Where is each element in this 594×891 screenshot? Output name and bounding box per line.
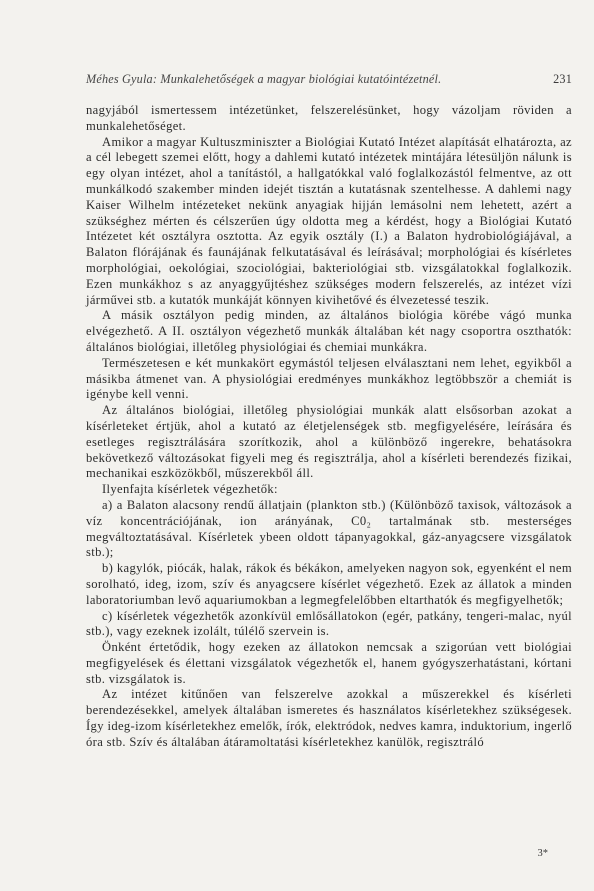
paragraph: Önként értetődik, hogy ezeken az állatokon nemcsak a szigorúan vett biológiai megfigyelések és élettani vizsgálatok végezhetők el, hanem gyógyszerhatástani, kórtani stb. vizsgálatok is.	[86, 640, 572, 686]
running-header	[86, 72, 572, 87]
paragraph: Ilyenfajta kísérletek végezhetők:	[102, 482, 278, 497]
page-number: 231	[553, 72, 572, 86]
list-item: b) kagylók, piócák, halak, rákok és békákon, amelyeken nagyon sok, egyenként el nem sorolható, ideg, izom, szív és anyagcsere kísérlet végezhető. Ezek az állatok a minden laboratoriumban levő aquariumokban a legmegfelelőbben eltarthatók és megfigyelhetők;	[86, 561, 572, 607]
running-title: Méhes Gyula: Munkalehetőségek a magyar biológiai kutatóintézetnél.	[86, 72, 442, 86]
body-text	[86, 103, 572, 751]
paragraph: Természetesen e két munkakört egymástól teljesen elválasztani nem lehet, egyikből a másikba átmenet van. A physiológiai eredményes munkákhoz legtöbbször a chemiát is igénybe kell venni.	[86, 355, 572, 402]
paragraph: Az általános biológiai, illetőleg physiológiai munkák alatt elsősorban azokat a kísérleteket értjük, ahol a kutató az életjelenségek stb. megfigyelésére, leírására és esetleges regisztrálására szorítkozik, ahol a különböző ingerekre, behatásokra bekövetkező változásokat figyeli meg és regisztrálja, ahol a kísérleti berendezés fizikai, mechanikai eszközökből, műszerekből áll.	[86, 403, 572, 481]
paragraph: nagyjából ismertessem intézetünket, felszerelésünket, hogy vázoljam röviden a munkalehetőséget.	[86, 103, 572, 133]
paragraph: Az intézet kitűnően van felszerelve azokkal a műszerekkel és kísérleti berendezésekkel, amelyek általában ismeretes és használatos kísérletekhez szükségesek. Így ideg-izom kísérletekhez emelők, írók, elektródok, nedves kamra, induktorium, ingerlő óra stb. Szív és általában átáramoltatási kísérletekhez kanülök, regisztráló	[86, 687, 572, 749]
list-item: c) kísérletek végezhetők azonkívül emlősállatokon (egér, patkány, tengeri-malac, nyúl stb.), vagy ezeknek izolált, túlélő szervein is.	[86, 608, 572, 639]
paragraph: A másik osztályon pedig minden, az általános biológia körébe vágó munka elvégezhető. A II. osztályon végezhető munkák általában két nagy csoportra oszthatók: általános biológiai, illetőleg physiológiai és chemiai munkákra.	[86, 308, 572, 354]
list-item: a) a Balaton alacsony rendű állatjain (plankton stb.) (Különböző taxisok, változások a víz koncentrációjának, ion arányának, C0₂ tartalmának stb. mesterséges megváltoztatásával. Kísérletek ybeen oldott tápanyagokkal, gáz-anyagcsere vizsgálatok stb.);	[86, 497, 572, 560]
paragraph: Amikor a magyar Kultuszminiszter a Biológiai Kutató Intézet alapítását elhatározta, az a cél lebegett szemei előtt, hogy a dahlemi kutató intézetek mintájára létesüljön nálunk is egy olyan intézet, ahol a tanítástól, a hallgatókkal való foglalkozástól felmentve, az ott munkálkodó szakember minden idejét tisztán a kutatásnak szentelhesse. A dahlemi nagy Kaiser Wilhelm intézeteket nekünk anyagiak hijján lemásolni nem lehetett, azért a szükséghez mérten és célszerűen úgy oldotta meg a kérdést, hogy a Biológiai Kutató Intézetet két osztályra osztotta. Az egyik osztály (I.) a Balaton hydrobiológiájával, a Balaton flórájának és faunájának felkutatásával és leírásával; morphológiai és kísérletes morphológiai, oekológiai, szociológiai, bakteriológiai stb. vizsgálatokkal foglalkozik. Ezen munkákhoz s az anyaggyűjtéshez szükséges modern felszerelés, az intézet vízi járművei stb. a kutatók munkáját könnyen kivihetővé és élvezetessé teszik.	[86, 134, 572, 307]
signature-mark: 3*	[537, 848, 548, 859]
